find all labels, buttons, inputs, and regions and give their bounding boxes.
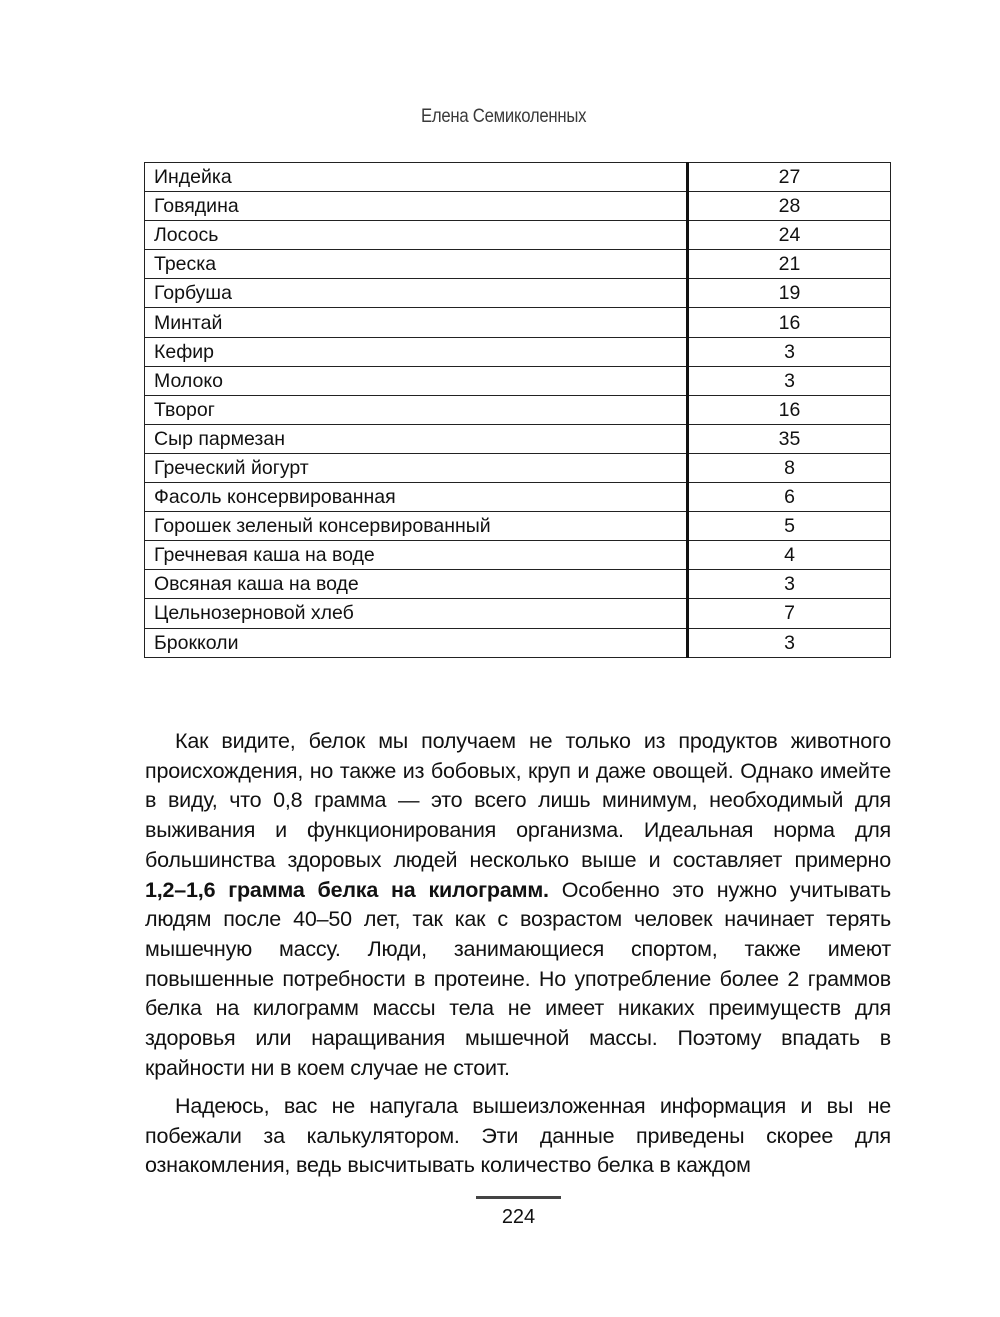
- protein-value: 3: [688, 628, 891, 657]
- table-row: [145, 366, 891, 395]
- paragraph: Надеюсь, вас не напугала вышеизложенная информация и вы не побежали за калькулятором. Эти данные приведены скорее для ознакомления, ведь высчитывать количество белка в каждом: [145, 1094, 891, 1178]
- food-name: Горбуша: [145, 279, 688, 308]
- table-row: [145, 453, 891, 482]
- food-name: Творог: [145, 395, 688, 424]
- food-name: Горошек зеленый консервированный: [145, 512, 688, 541]
- table-row: [145, 483, 891, 512]
- paragraph-text: Особенно это нужно учитывать людям после 40–50 лет, так как с возрастом человек начинает терять мышечную массу. Люди, занимающиеся спортом, также имеют повышенные потребности в протеине. Но употребление более 2 граммов белка на килограмм массы тела не имеет никаких преимуществ для здоровья или наращивания мышечной массы. Поэтому впадать в крайности ни в коем случае не стоит.: [145, 877, 891, 1080]
- protein-value: 3: [688, 570, 891, 599]
- food-name: Овсяная каша на воде: [145, 570, 688, 599]
- table-row: [145, 570, 891, 599]
- protein-value: 3: [688, 337, 891, 366]
- page-number: 224: [501, 1206, 536, 1228]
- paragraph: [145, 727, 891, 1083]
- protein-value: 4: [688, 541, 891, 570]
- protein-value: 35: [688, 424, 891, 453]
- table-row: [145, 541, 891, 570]
- protein-content-table: [144, 162, 891, 658]
- food-name: Говядина: [145, 192, 688, 221]
- table-row: [145, 308, 891, 337]
- food-name: Брокколи: [145, 628, 688, 657]
- protein-value: 21: [688, 250, 891, 279]
- food-name: Кефир: [145, 337, 688, 366]
- food-name: Треска: [145, 250, 688, 279]
- table-row: [145, 163, 891, 192]
- table-row: [145, 192, 891, 221]
- food-name: Гречневая каша на воде: [145, 541, 688, 570]
- protein-value: 16: [688, 395, 891, 424]
- protein-value: 5: [688, 512, 891, 541]
- table-row: [145, 424, 891, 453]
- food-name: Лосось: [145, 221, 688, 250]
- body-paragraph-1: [145, 727, 891, 1083]
- protein-value: 19: [688, 279, 891, 308]
- food-name: Индейка: [145, 163, 688, 192]
- food-name: Минтай: [145, 308, 688, 337]
- protein-value: 6: [688, 483, 891, 512]
- table-row: [145, 337, 891, 366]
- food-name: Молоко: [145, 366, 688, 395]
- food-name: Фасоль консервированная: [145, 483, 688, 512]
- bold-emphasis: 1,2–1,6 грамма белка на килограмм.: [145, 877, 549, 902]
- paragraph-text: Как видите, белок мы получаем не только из продуктов животного происхождения, но также из бобовых, круп и даже овощей. Однако имейте в виду, что 0,8 грамма — это всего лишь минимум, необходимый для выживания и функционирования организма. Идеальная норма для большинства здоровых людей несколько выше и составляет примерно: [145, 729, 891, 872]
- table-row: [145, 250, 891, 279]
- protein-value: 24: [688, 221, 891, 250]
- protein-value: 7: [688, 599, 891, 628]
- body-paragraph-2: [145, 1092, 891, 1181]
- table-row: [145, 599, 891, 628]
- protein-value: 28: [688, 192, 891, 221]
- table-row: [145, 512, 891, 541]
- food-name: Цельнозерновой хлеб: [145, 599, 688, 628]
- food-name: Греческий йогурт: [145, 453, 688, 482]
- protein-value: 3: [688, 366, 891, 395]
- page-number-rule: [476, 1196, 561, 1199]
- protein-value: 16: [688, 308, 891, 337]
- protein-value: 27: [688, 163, 891, 192]
- food-name: Сыр пармезан: [145, 424, 688, 453]
- table-row: [145, 395, 891, 424]
- protein-value: 8: [688, 453, 891, 482]
- running-head-author: Елена Семиколенных: [421, 106, 587, 127]
- table-row: [145, 628, 891, 657]
- table-row: [145, 221, 891, 250]
- table-row: [145, 279, 891, 308]
